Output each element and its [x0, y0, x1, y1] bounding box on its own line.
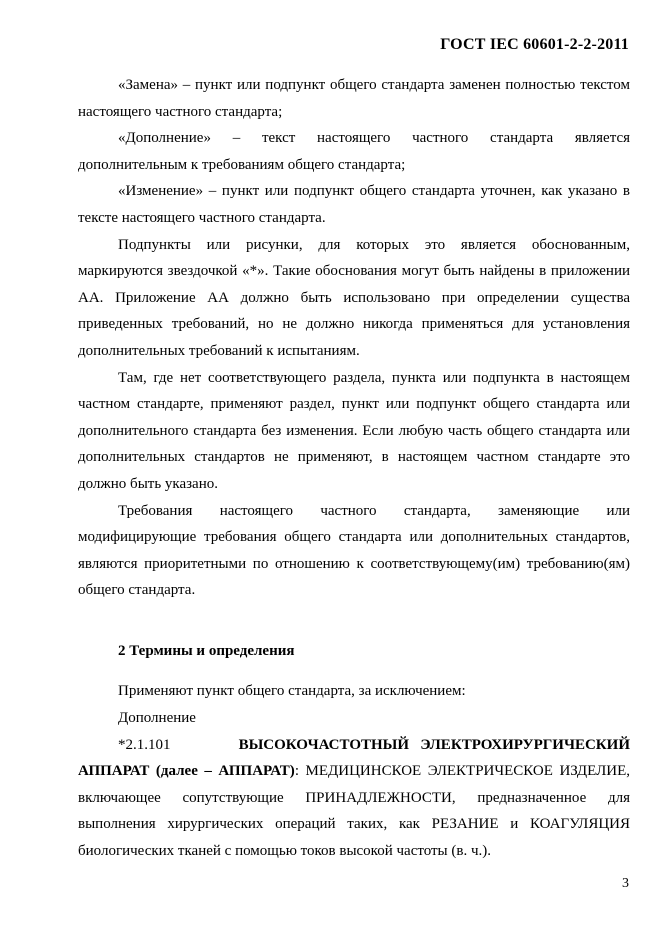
document-body — [78, 72, 630, 865]
page-number: 3 — [622, 876, 629, 891]
definition-number: *2.1.101 — [118, 736, 171, 753]
definition-term: ВЫСОКОЧАСТОТНЫЙ ЭЛЕКТРОХИРУРГИЧЕСКИЙ АППАРАТ (далее – АППАРАТ) — [78, 736, 630, 780]
section-heading: 2 Термины и определения — [118, 642, 295, 659]
paragraph-replacement: «Замена» – пункт или подпункт общего стандарта заменен полностью текстом настоящего частного стандарта; — [78, 77, 630, 120]
paragraph-addition: «Дополнение» – текст настоящего частного стандарта является дополнительным к требованиям общего стандарта; — [78, 130, 630, 173]
paragraph-priority: Требования настоящего частного стандарта, заменяющие или модифицирующие требования общего стандарта или дополнительных стандартов, являются приоритетными по отношению к соответствующему(им) требованию(ям) общего стандарта. — [78, 502, 630, 599]
section-label-addition: Дополнение — [118, 710, 196, 727]
paragraph-asterisk-note: Подпункты или рисунки, для которых это является обоснованным, маркируются звездочкой «*». Такие обоснования могут быть найдены в приложении АА. Приложение АА должно быть использовано при определении существа приведенных требований, но не должно никогда применяться для установления дополнительных требований к испытаниям. — [78, 236, 630, 359]
document-code-header: ГОСТ IEC 60601-2-2-2011 — [440, 36, 629, 53]
paragraph-amendment: «Изменение» – пункт или подпункт общего стандарта уточнен, как указано в тексте настоящего частного стандарта. — [78, 183, 630, 226]
definition-text: : МЕДИЦИНСКОЕ ЭЛЕКТРИЧЕСКОЕ ИЗДЕЛИЕ, включающее сопутствующие ПРИНАДЛЕЖНОСТИ, предназначенное для выполнения хирургических операций таких, как РЕЗАНИЕ и КОАГУЛЯЦИЯ биологических тканей с помощью токов высокой частоты (в. ч.). — [78, 763, 630, 860]
definition-paragraph — [78, 732, 630, 865]
section-intro: Применяют пункт общего стандарта, за исключением: — [118, 683, 466, 700]
paragraph-missing-sections: Там, где нет соответствующего раздела, пункта или подпункта в настоящем частном стандарте, применяют раздел, пункт или подпункт общего стандарта или дополнительного стандарта без изменения. Если любую часть общего стандарта или дополнительных стандартов не применяют, в настоящем частном стандарте это должно быть указано. — [78, 369, 630, 492]
